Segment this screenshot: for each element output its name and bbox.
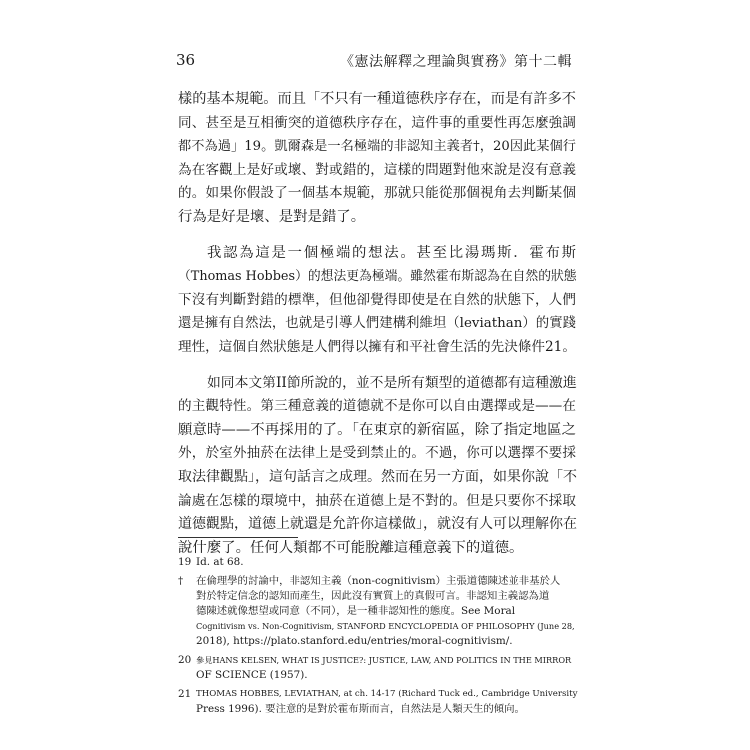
- footnotes: [178, 555, 578, 721]
- body-line: 如同本文第II節所說的，並不是所有類型的道德都有這種激進: [207, 374, 577, 391]
- footnote-line: 對於特定信念的認知而產生，因此沒有實質上的真假可言。非認知主義認為道: [196, 590, 550, 602]
- footnote-21: [178, 687, 578, 717]
- body-line: 我認為這是一個極端的想法。甚至比湯瑪斯．霍布斯: [207, 244, 576, 261]
- footnote-separator: [178, 537, 298, 538]
- body-line: 為在客觀上是好或壞、對或錯的，這樣的問題對他來說是沒有意義: [178, 161, 576, 178]
- body-line: 道德觀點，道德上就還是允許你這樣做」，就沒有人可以理解你在: [178, 516, 577, 533]
- footnote-line: THOMAS HOBBES, LEVIATHAN, at ch. 14-17 (Richard Tuck ed., Cambridge University: [196, 689, 578, 699]
- footnote-line: OF SCIENCE (1957).: [196, 669, 308, 681]
- body-line: 都不為過」19。凱爾森是一名極端的非認知主義者†，20因此某個行: [178, 139, 576, 155]
- footnote-20: [178, 653, 578, 683]
- footnote-line: Id. at 68.: [196, 556, 244, 568]
- running-title: 《憲法解釋之理論與實務》第十二輯: [340, 54, 572, 70]
- body-line: 的主觀特性。第三種意義的道德就不是你可以自由選擇或是——在: [178, 398, 576, 415]
- paragraph-1: [178, 88, 576, 230]
- footnote-marker: 21: [178, 688, 192, 700]
- body-line: 下沒有判斷對錯的標準，但他卻覺得即使是在自然的狀態下，人們: [178, 291, 576, 308]
- paragraph-2: [178, 242, 576, 360]
- body-line: 的。如果你假設了一個基本規範，那就只能從那個視角去判斷某個: [178, 185, 576, 202]
- footnote-line: 參見HANS KELSEN, WHAT IS JUSTICE?: JUSTICE, LAW, AND POLITICS IN THE MIRROR: [196, 655, 572, 665]
- body-line: 說什麼了。任何人類都不可能脫離這種意義下的道德。: [178, 539, 524, 556]
- body-line: 行為是好是壞、是對是錯了。: [178, 208, 366, 225]
- footnote-line: 2018), https://plato.stanford.edu/entries/moral-cognitivism/.: [196, 635, 513, 647]
- footnote-marker: 19: [178, 556, 192, 568]
- body-line: 願意時——不再採用的了。「在東京的新宿區，除了指定地區之: [178, 421, 576, 438]
- body-line: 理性，這個自然狀態是人們得以擁有和平社會生活的先決條件21。: [178, 338, 576, 355]
- footnote-line: 德陳述就像想望或同意（不同），是一種非認知性的態度。See Moral: [196, 605, 516, 617]
- footnote-dagger: [178, 574, 578, 649]
- body-line: 取法律觀點」，這句話言之成理。然而在另一方面，如果你說「不: [178, 468, 577, 485]
- footnote-line: Press 1996). 要注意的是對於霍布斯而言，自然法是人類天生的傾向。: [196, 703, 525, 715]
- footnote-line: Cognitivism vs. Non-Cognitivism, STANFORD ENCYCLOPEDIA OF PHILOSOPHY (June 28,: [196, 621, 575, 631]
- paragraph-3: [178, 372, 576, 561]
- body-line: 還是擁有自然法，也就是引導人們建構利維坦（leviathan）的實踐: [178, 316, 576, 332]
- body-text: [178, 88, 576, 572]
- footnote-marker: 20: [178, 654, 192, 666]
- page-number: 36: [176, 51, 196, 69]
- footnote-19: [178, 555, 578, 570]
- body-line: 同、甚至是互相衝突的道德秩序存在，這件事的重要性再怎麼強調: [178, 114, 576, 131]
- footnote-line: 在倫理學的討論中，非認知主義（non-cognitivism）主張道德陳述並非基於人: [196, 575, 561, 587]
- body-line: 樣的基本規範。而且「不只有一種道德秩序存在，而是有許多不: [178, 91, 576, 107]
- body-line: 外，於室外抽菸在法律上是受到禁止的。不過，你可以選擇不要採: [178, 445, 576, 462]
- footnote-marker: †: [178, 575, 184, 587]
- body-line: （Thomas Hobbes）的想法更為極端。雖然霍布斯認為在自然的狀態: [178, 269, 577, 285]
- body-line: 論處在怎樣的環境中，抽菸在道德上是不對的。但是只要你不採取: [178, 492, 576, 509]
